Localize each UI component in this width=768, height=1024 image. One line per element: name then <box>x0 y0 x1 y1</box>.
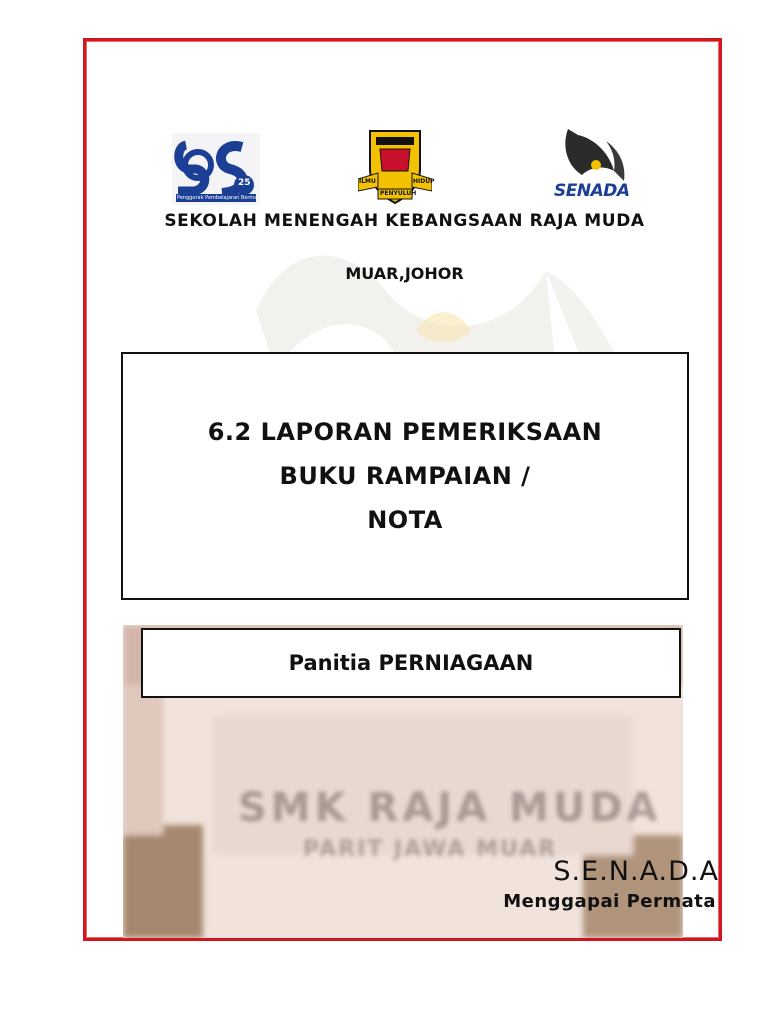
crest-banner-label: PENYULUH <box>380 190 417 197</box>
senada-logo-label: SENADA <box>554 181 630 201</box>
logo-caption-label: Penggerak Pembelajaran Bermakna <box>177 195 267 201</box>
crest-ribbon-left-label: ILMU <box>359 178 376 185</box>
report-title-box <box>121 352 689 600</box>
report-title-line-1: 6.2 LAPORAN PEMERIKSAAN <box>207 418 603 446</box>
crest-ribbon-right-label: HIDUP <box>413 178 435 185</box>
photo-sign-line-2: PARIT JAWA MUAR <box>303 837 558 862</box>
school-location: MUAR,JOHOR <box>345 264 464 283</box>
panitia-label: Panitia PERNIAGAAN <box>288 651 534 675</box>
motto-tagline: Menggapai Permata <box>503 891 716 912</box>
report-title-line-2: BUKU RAMPAIAN / <box>279 462 531 490</box>
photo-sign-line-1: SMK RAJA MUDA <box>238 785 662 831</box>
school-crest-icon <box>358 127 435 209</box>
page-frame <box>83 38 722 941</box>
report-title-line-3: NOTA <box>367 506 443 534</box>
senada-logo-icon <box>548 125 638 209</box>
panitia-box <box>141 628 681 698</box>
school-name: SEKOLAH MENENGAH KEBANGSAAN RAJA MUDA <box>164 211 645 231</box>
logo-number-label: 25 <box>238 178 251 188</box>
sekolah-25-logo-icon <box>172 133 267 205</box>
motto-title: S.E.N.A.D.A <box>553 856 719 887</box>
